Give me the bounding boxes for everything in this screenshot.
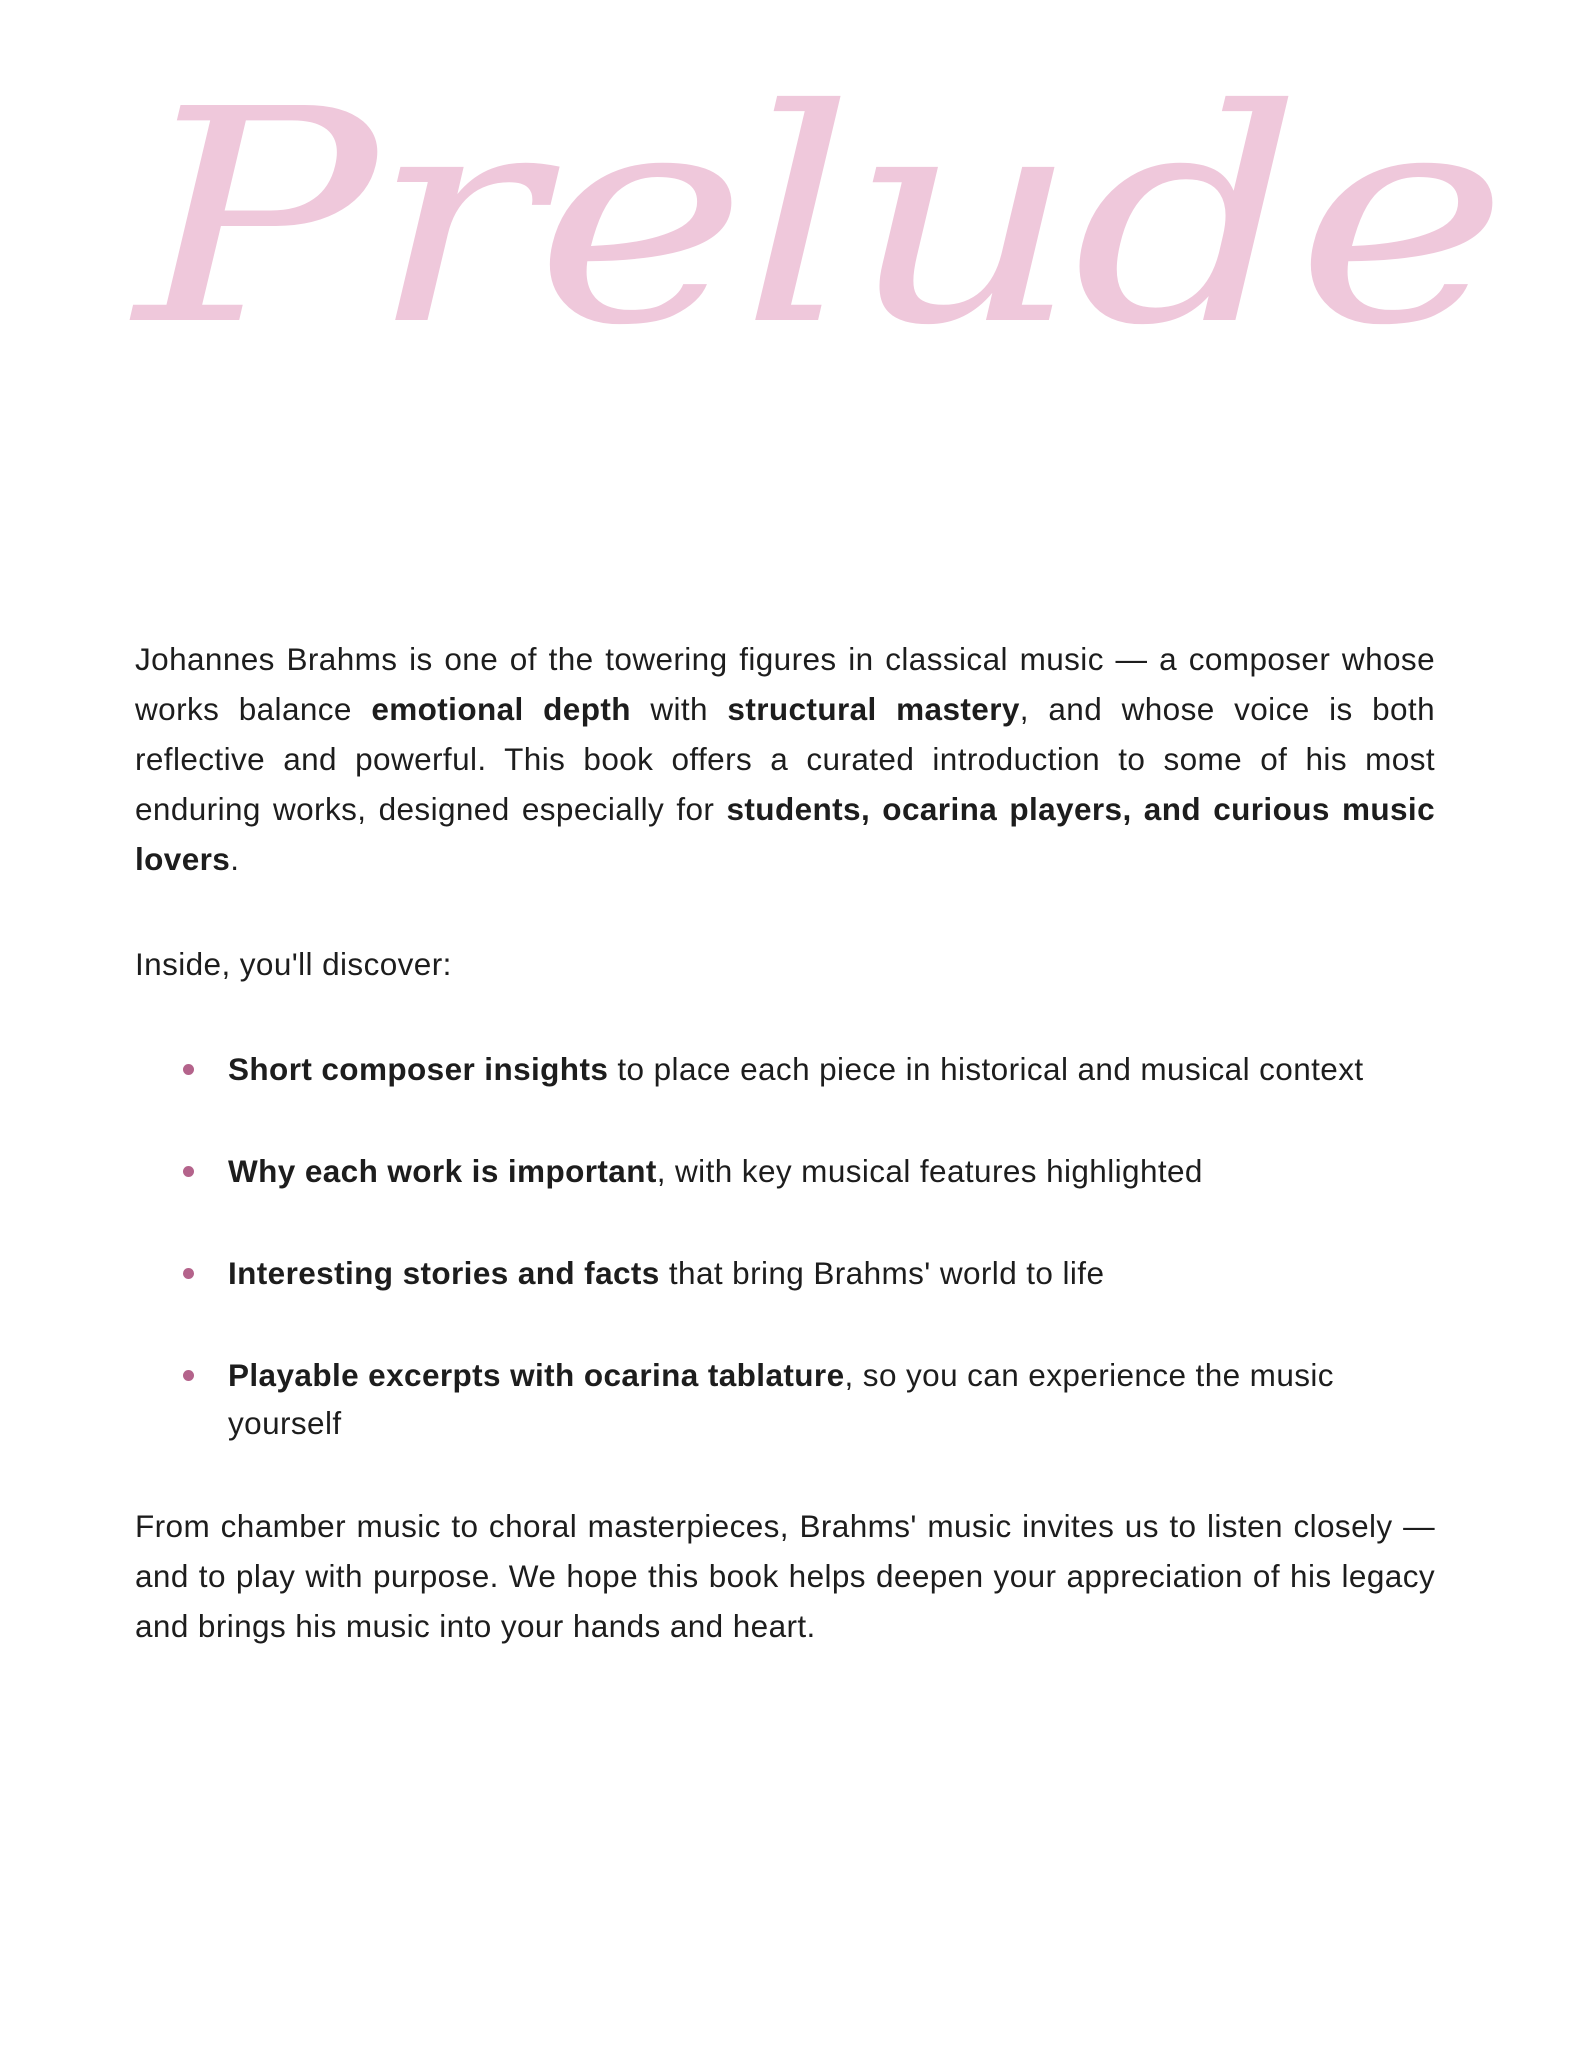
- bullet-text: [228, 1351, 1435, 1447]
- intro-bold-emotional-depth: emotional depth: [371, 691, 631, 727]
- bullet-dot-icon: [183, 1064, 194, 1075]
- bullet-rest-text: , so you can experience the music yourself: [228, 1357, 1334, 1441]
- bullet-text: [228, 1045, 1435, 1093]
- bullet-item-composer-insights: [183, 1045, 1435, 1093]
- intro-bold-audience: students, ocarina players, and curious music lovers: [135, 791, 1435, 877]
- bullet-bold-text: Short composer insights: [228, 1051, 609, 1087]
- bullet-list: [135, 1045, 1435, 1447]
- page-title: [135, 46, 1502, 390]
- intro-bold-structural-mastery: structural mastery: [727, 691, 1020, 727]
- bullet-bold-text: Playable excerpts with ocarina tablature: [228, 1357, 845, 1393]
- intro-text-segment: with: [630, 691, 728, 727]
- bullet-dot-icon: [183, 1370, 194, 1381]
- page-title-text: Prelude: [135, 46, 1502, 390]
- bullet-rest-text: to place each piece in historical and musical context: [608, 1051, 1364, 1087]
- bullet-item-stories-facts: [183, 1249, 1435, 1297]
- bullet-item-playable-excerpts: [183, 1351, 1435, 1447]
- discover-label: Inside, you'll discover:: [135, 946, 452, 982]
- intro-text-segment: .: [230, 841, 240, 877]
- outro-paragraph: From chamber music to choral masterpieces, Brahms' music invites us to listen closely — and to play with purpose. We hope this book helps deepen your appreciation of his legacy and brings his music into your hands and heart.: [135, 1508, 1435, 1644]
- intro-paragraph: [135, 634, 1435, 884]
- bullet-rest-text: , with key musical features highlighted: [656, 1153, 1203, 1189]
- intro-text-segment: Johannes Brahms is one of the towering figures in classical music — a composer whose works balance: [135, 641, 1435, 727]
- bullet-dot-icon: [183, 1268, 194, 1279]
- bullet-text: [228, 1249, 1435, 1297]
- bullet-item-why-important: [183, 1147, 1435, 1195]
- bullet-bold-text: Why each work is important: [228, 1153, 657, 1189]
- intro-text-segment: , and whose voice is both reflective and powerful. This book offers a curated introduction to some of his most enduring works, designed especially for: [135, 691, 1436, 827]
- bullet-rest-text: that bring Brahms' world to life: [659, 1255, 1105, 1291]
- bullet-text: [228, 1147, 1435, 1195]
- bullet-bold-text: Interesting stories and facts: [228, 1255, 660, 1291]
- page-content: [0, 46, 1583, 1651]
- bullet-dot-icon: [183, 1166, 194, 1177]
